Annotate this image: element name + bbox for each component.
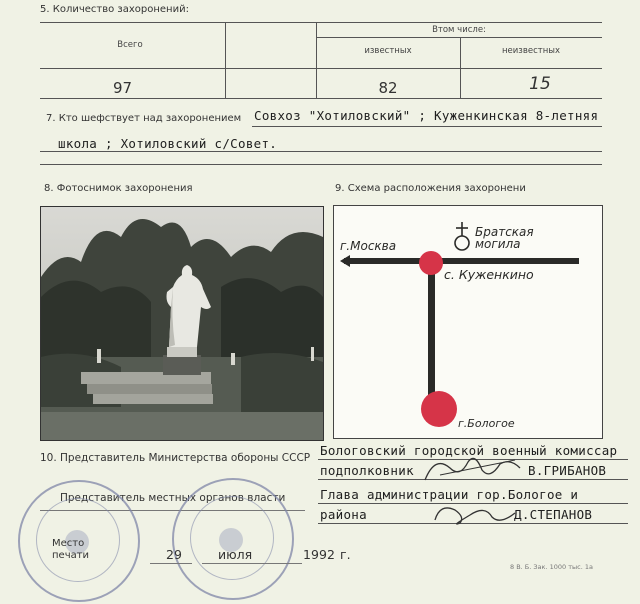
date-suffix: г. <box>340 547 351 562</box>
map-label-grave-line2: могила <box>475 237 521 251</box>
admin-line1: Глава администрации гор.Бологое и <box>320 487 579 502</box>
section8-label: 8. Фотоснимок захоронения <box>44 183 193 194</box>
commissar-line1: Бологовский городской военный комиссар <box>320 443 618 458</box>
date-month-underline <box>202 563 302 564</box>
place-of-seal-line1: Место <box>52 538 85 549</box>
burial-photo <box>40 206 324 441</box>
section7-underline3 <box>40 164 602 165</box>
admin-line2-name: Д.СТЕПАНОВ <box>514 507 593 522</box>
location-scheme <box>333 205 603 439</box>
table-divider-1 <box>225 22 226 98</box>
date-day-underline <box>150 563 192 564</box>
table-header-bottom <box>40 68 602 69</box>
date-month: июля <box>218 547 253 562</box>
place-of-seal-line2: печати <box>52 550 90 561</box>
map-label-village: с. Куженкино <box>444 267 534 282</box>
map-label-mass-grave <box>475 226 534 250</box>
admin-signature <box>430 495 520 530</box>
map-label-bologoe: г.Бологое <box>458 417 515 430</box>
table-bottom-border <box>40 98 602 99</box>
section7-underline1 <box>252 126 602 127</box>
table-top-border <box>40 22 602 23</box>
official-stamp-right <box>172 478 294 600</box>
commissar-line2-name: В.ГРИБАНОВ <box>528 463 607 478</box>
map-label-moscow: г.Москва <box>340 239 397 253</box>
map-label-grave-line1: Братская <box>475 225 534 239</box>
monument-photo-image <box>41 207 323 440</box>
commissar-line2-rank: подполковник <box>320 463 414 478</box>
section5-title: 5. Количество захоронений: <box>40 4 189 15</box>
header-total: Всего <box>117 40 143 50</box>
header-unknown: неизвестных <box>502 46 560 56</box>
value-unknown: 15 <box>529 74 551 94</box>
table-sub-border <box>316 37 602 38</box>
section7-underline2 <box>40 151 602 152</box>
section9-label: 9. Схема расположения захоронени <box>335 183 526 194</box>
admin-line2-district: района <box>320 507 367 522</box>
section7-line2: школа ; Хотиловский с/Совет. <box>58 136 278 151</box>
print-mark: 8 В. Б. Зак. 1000 тыс. 1а <box>510 563 593 571</box>
commissar-signature <box>420 450 530 490</box>
local-rep-label: Представитель местных органов власти <box>60 492 286 504</box>
section10-label: 10. Представитель Министерства обороны СССР <box>40 452 311 464</box>
place-of-seal <box>52 538 89 562</box>
section7-line1: Совхоз "Хотиловский" ; Куженкинская 8-летняя <box>254 108 599 123</box>
header-including: Втом числе: <box>432 25 486 35</box>
value-known: 82 <box>378 79 398 97</box>
date-year-prefix: 19 <box>303 547 319 562</box>
section7-label: 7. Кто шефствует над захоронением <box>46 113 242 124</box>
value-total: 97 <box>112 79 133 97</box>
header-known: известных <box>364 46 412 56</box>
date-day: 29 <box>166 547 182 562</box>
date-year: 92 <box>319 547 335 562</box>
